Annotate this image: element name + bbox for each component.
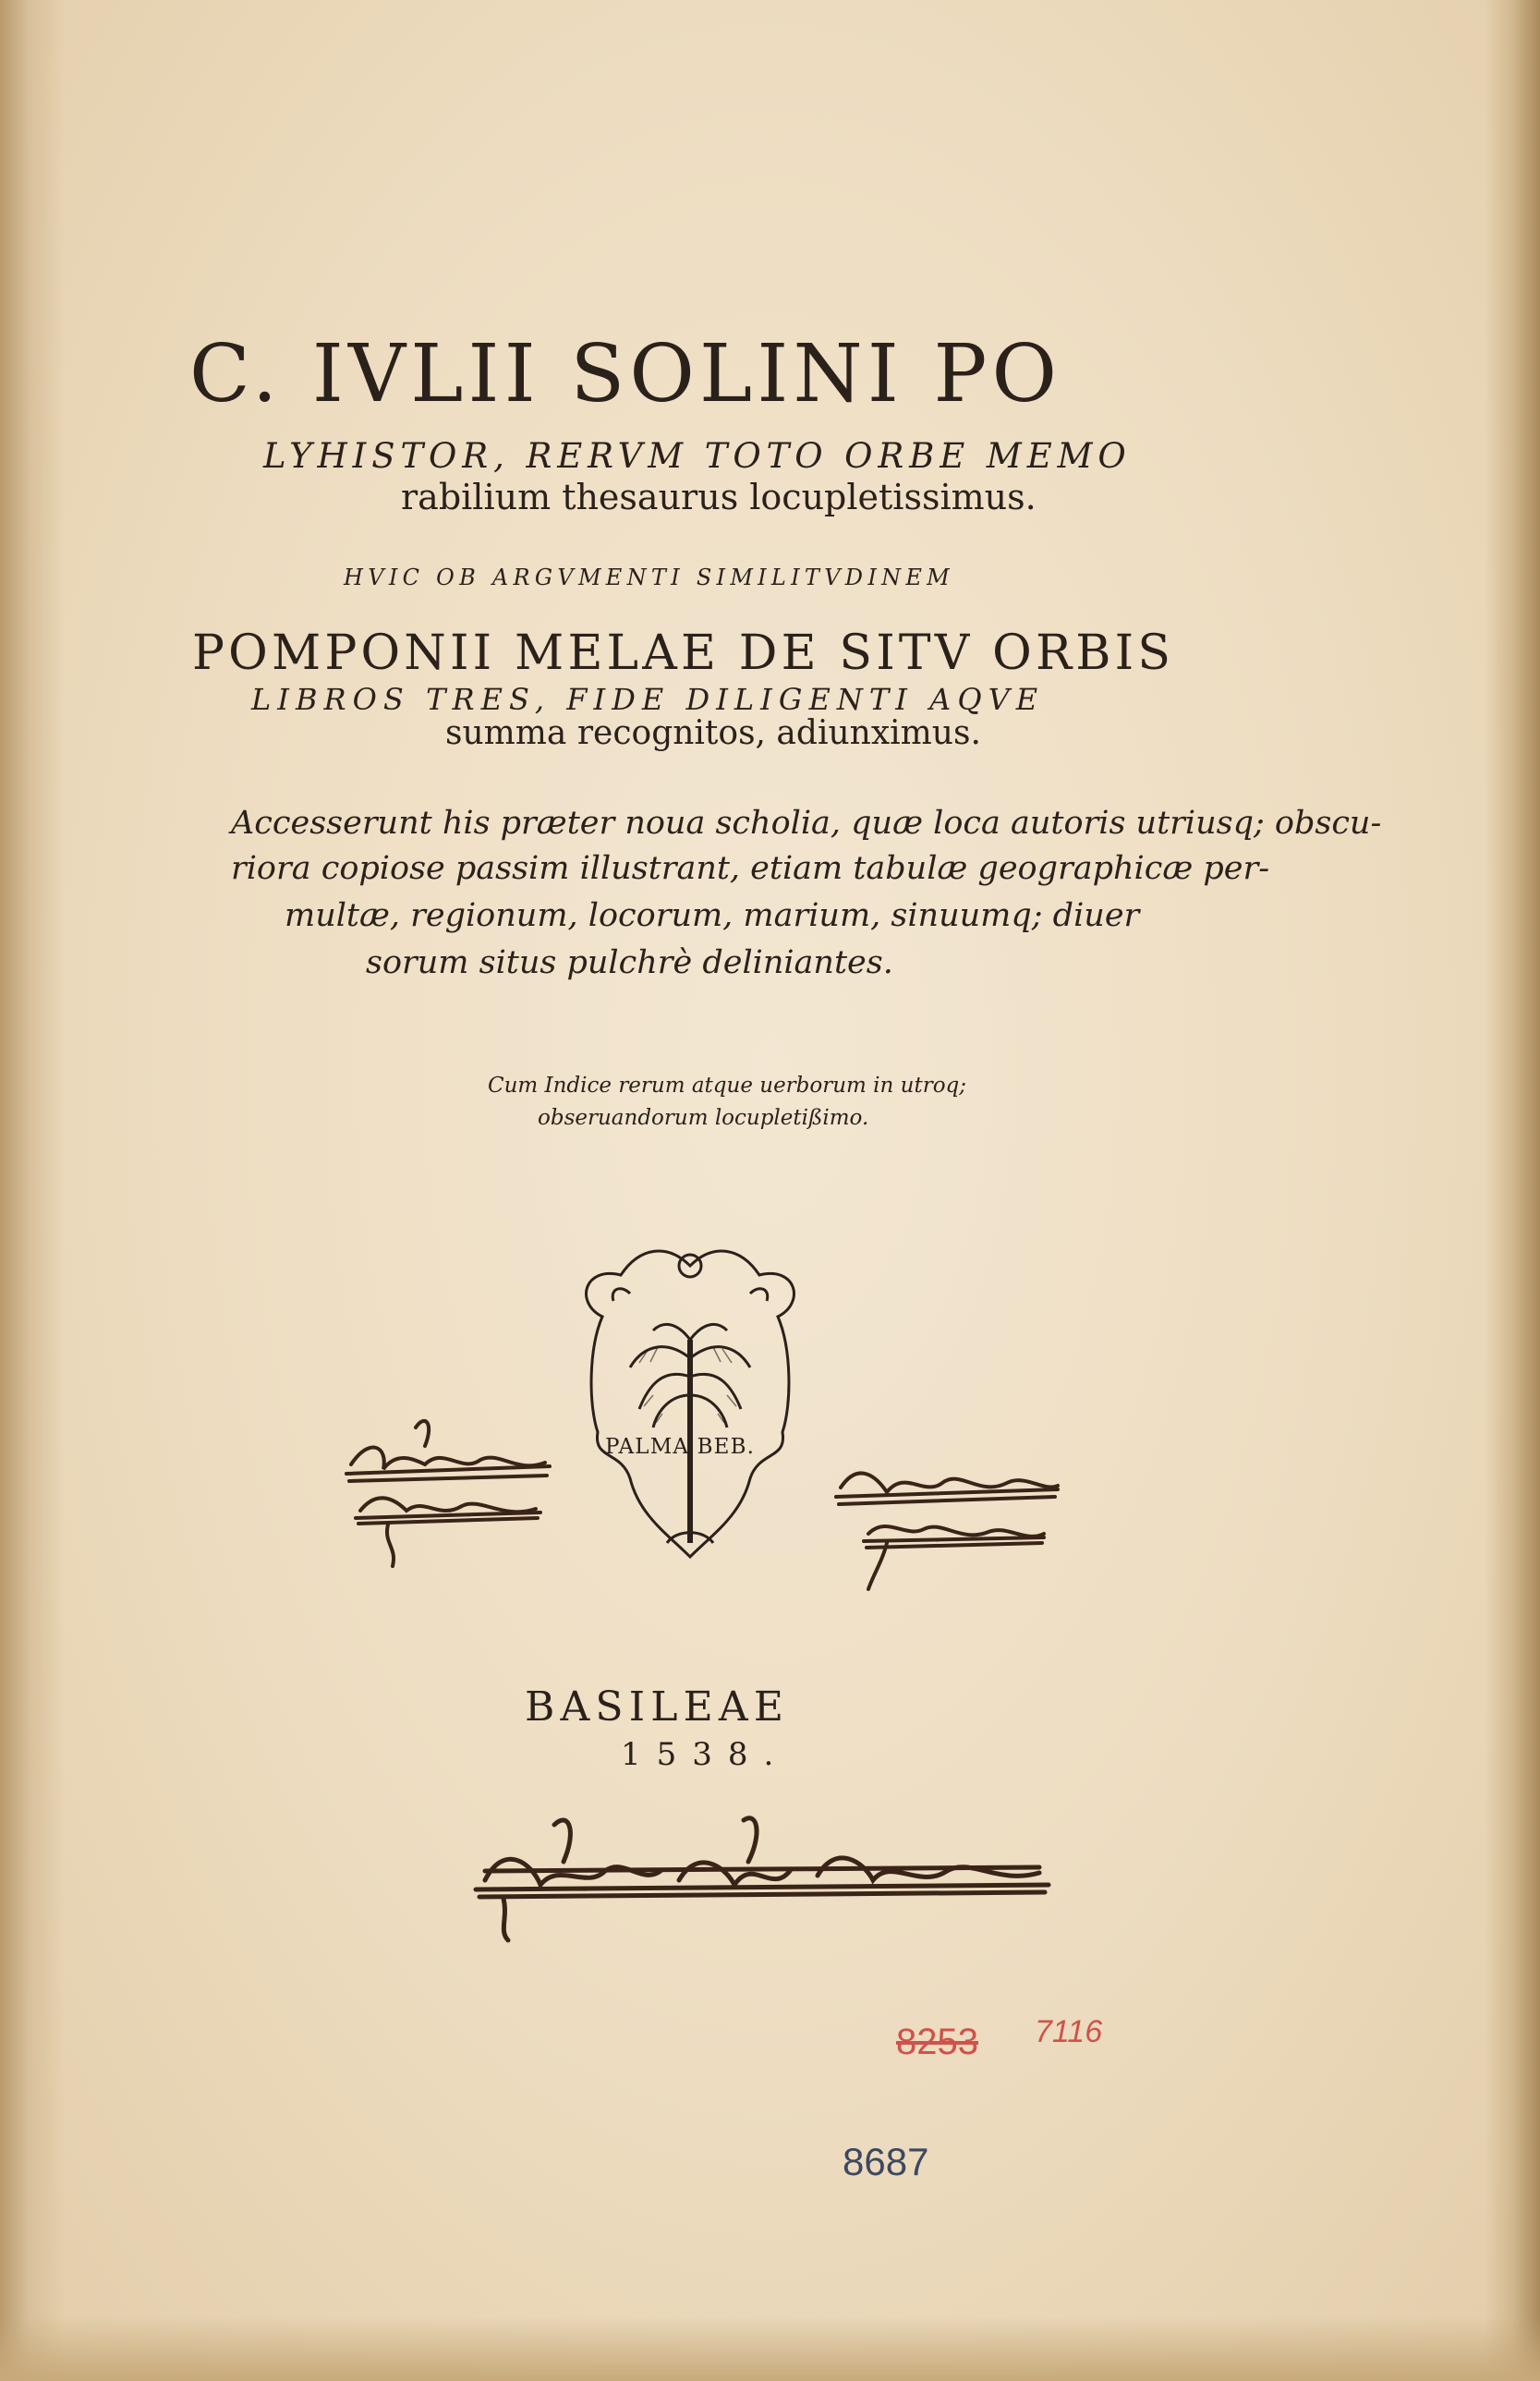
paper-edge-right [1485, 0, 1540, 2381]
addition-line-3: summa recognitos, adiunximus. [445, 714, 981, 752]
accesserunt-line-4: sorum situs pulchrè deliniantes. [366, 944, 893, 981]
paper-edge-left [0, 0, 65, 2381]
title-line-1: C. IVLII SOLINI PO [189, 328, 1062, 420]
addition-intro: HVIC OB ARGVMENTI SIMILITVDINEM [344, 565, 955, 590]
addition-line-1: POMPONII MELAE DE SITV ORBIS [192, 626, 1175, 681]
accesserunt-line-1: Accesserunt his præter noua scholia, quæ loca autoris utriusq; obscu- [231, 805, 1382, 842]
shelfmark-stamp: 8687 [843, 2140, 929, 2183]
handwritten-signature-bottom [467, 1806, 1058, 1945]
addition-line-2: LIBROS TRES, FIDE DILIGENTI AQVE [251, 682, 1045, 717]
handwritten-signature-left [333, 1409, 564, 1575]
imprint-year: 1538. [621, 1736, 790, 1773]
palm-tree-shield-icon [565, 1238, 815, 1571]
title-line-2: LYHISTOR, RERVM TOTO ORBE MEMO [263, 436, 1132, 476]
shelfmark-struck: 8253 [896, 2022, 978, 2062]
index-note-line-2: obseruandorum locupletißimo. [538, 1106, 869, 1130]
index-note-line-1: Cum Indice rerum atque uerborum in utroq; [488, 1074, 967, 1098]
accesserunt-line-3: multæ, regionum, locorum, marium, sinuumq; diuer [285, 897, 1140, 934]
imprint-place: BASILEAE [525, 1683, 790, 1731]
handwritten-signature-right [822, 1441, 1072, 1608]
printer-mark-label: PALMA BEB. [605, 1435, 756, 1459]
accesserunt-line-2: riora copiose passim illustrant, etiam tabulæ geographicæ per- [231, 850, 1270, 887]
shelfmark-new: 7116 [1035, 2014, 1103, 2049]
paper-edge-bottom [0, 2316, 1540, 2381]
title-line-3: rabilium thesaurus locupletissimus. [401, 477, 1037, 517]
